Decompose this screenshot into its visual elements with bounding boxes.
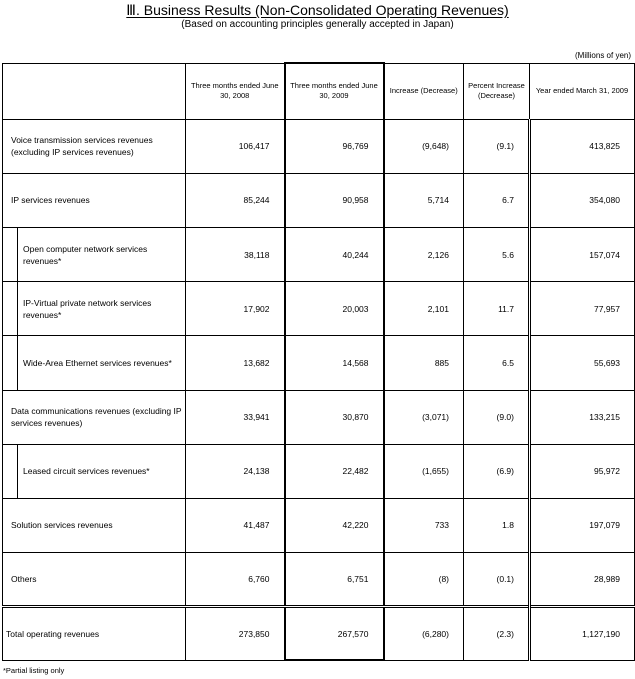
cell-value: 6.5 [464, 336, 530, 390]
cell-value: 38,118 [186, 228, 285, 282]
cell-value: 6,760 [186, 553, 285, 607]
cell-value: (6.9) [464, 444, 530, 498]
table-row [3, 228, 635, 282]
table-row [3, 336, 635, 390]
cell-value: (8) [384, 553, 464, 607]
header-q1-2008: Three months ended June 30, 2008 [186, 63, 285, 119]
row-label: Others [3, 553, 186, 607]
header-q1-2009: Three months ended June 30, 2009 [285, 63, 384, 119]
cell-value: 1,127,190 [530, 607, 635, 660]
cell-value: 267,570 [285, 607, 384, 660]
cell-value: (2.3) [464, 607, 530, 660]
cell-value: 106,417 [186, 119, 285, 173]
cell-value: 17,902 [186, 282, 285, 336]
cell-value: 2,126 [384, 228, 464, 282]
table-row [3, 390, 635, 444]
cell-value: 24,138 [186, 444, 285, 498]
cell-value: 28,989 [530, 553, 635, 607]
cell-value: (6,280) [384, 607, 464, 660]
revenue-table-container [2, 62, 634, 661]
header-percent: Percent Increase (Decrease) [464, 63, 530, 119]
row-label: IP services revenues [3, 173, 186, 227]
cell-value: 13,682 [186, 336, 285, 390]
cell-value: 85,244 [186, 173, 285, 227]
row-label: Data communications revenues (excluding IP services revenues) [3, 390, 186, 444]
row-label: Wide-Area Ethernet services revenues* [17, 335, 186, 390]
cell-value: 5,714 [384, 173, 464, 227]
cell-value: 33,941 [186, 390, 285, 444]
units-note: (Millions of yen) [574, 51, 631, 60]
cell-value: 273,850 [186, 607, 285, 660]
row-label-cell [3, 336, 186, 390]
cell-value: 30,870 [285, 390, 384, 444]
row-label: Open computer network services revenues* [17, 227, 186, 282]
table-row [3, 553, 635, 607]
row-label-cell [3, 228, 186, 282]
table-row [3, 444, 635, 498]
cell-value: 41,487 [186, 498, 285, 552]
total-row [3, 607, 635, 660]
cell-value: 1.8 [464, 498, 530, 552]
cell-value: 20,003 [285, 282, 384, 336]
cell-value: 96,769 [285, 119, 384, 173]
cell-value: 197,079 [530, 498, 635, 552]
cell-value: (9.1) [464, 119, 530, 173]
cell-value: 14,568 [285, 336, 384, 390]
page-subtitle: (Based on accounting principles generally accepted in Japan) [181, 19, 454, 30]
cell-value: 77,957 [530, 282, 635, 336]
cell-value: 95,972 [530, 444, 635, 498]
cell-value: (1,655) [384, 444, 464, 498]
cell-value: 5.6 [464, 228, 530, 282]
row-label: Leased circuit services revenues* [17, 444, 186, 499]
table-row [3, 282, 635, 336]
row-label: Voice transmission services revenues (excluding IP services revenues) [3, 119, 186, 173]
cell-value: 22,482 [285, 444, 384, 498]
cell-value: 157,074 [530, 228, 635, 282]
header-fy2009: Year ended March 31, 2009 [530, 63, 635, 119]
row-label: Total operating revenues [3, 607, 186, 660]
cell-value: 885 [384, 336, 464, 390]
table-row [3, 119, 635, 173]
cell-value: (3,071) [384, 390, 464, 444]
footnote: *Partial listing only [3, 666, 65, 675]
cell-value: 90,958 [285, 173, 384, 227]
cell-value: 40,244 [285, 228, 384, 282]
row-label-cell [3, 282, 186, 336]
row-label-cell [3, 444, 186, 498]
cell-value: (0.1) [464, 553, 530, 607]
header-increase: Increase (Decrease) [384, 63, 464, 119]
cell-value: 133,215 [530, 390, 635, 444]
header-blank [3, 63, 186, 119]
row-label: IP-Virtual private network services revenues* [17, 281, 186, 336]
cell-value: 413,825 [530, 119, 635, 173]
table-row [3, 173, 635, 227]
cell-value: (9.0) [464, 390, 530, 444]
cell-value: 55,693 [530, 336, 635, 390]
cell-value: 11.7 [464, 282, 530, 336]
cell-value: 6.7 [464, 173, 530, 227]
row-label: Solution services revenues [3, 498, 186, 552]
cell-value: 42,220 [285, 498, 384, 552]
cell-value: (9,648) [384, 119, 464, 173]
cell-value: 2,101 [384, 282, 464, 336]
cell-value: 354,080 [530, 173, 635, 227]
cell-value: 733 [384, 498, 464, 552]
cell-value: 6,751 [285, 553, 384, 607]
page-title: Ⅲ. Business Results (Non-Consolidated Operating Revenues) [126, 2, 509, 18]
table-row [3, 498, 635, 552]
revenue-table [2, 62, 635, 661]
header-row [3, 63, 635, 119]
